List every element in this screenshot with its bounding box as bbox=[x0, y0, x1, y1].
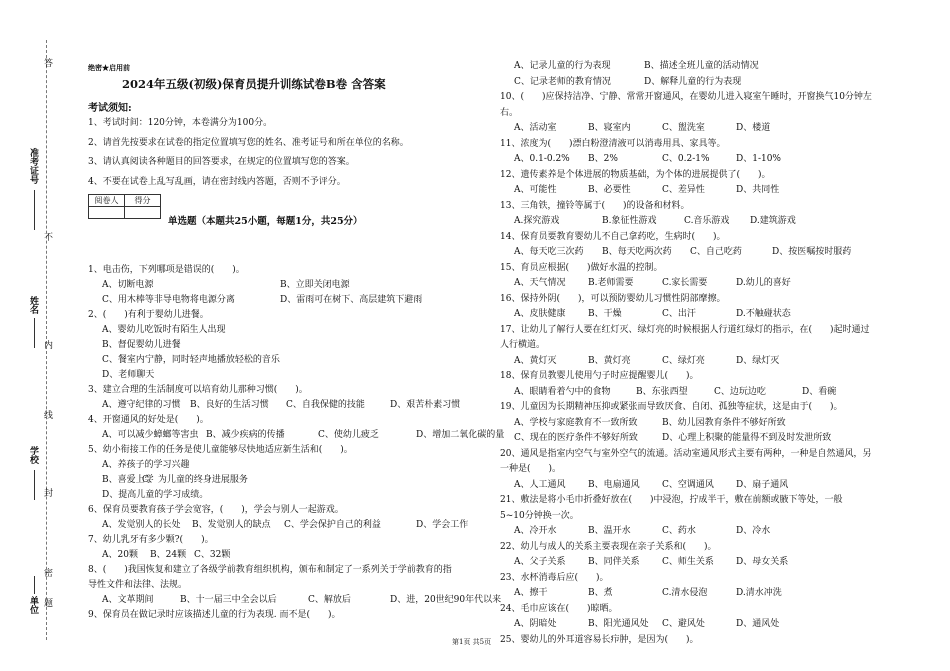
unit-blank[interactable] bbox=[34, 576, 35, 594]
answer-option[interactable]: D、楼道 bbox=[736, 123, 771, 133]
answer-option[interactable]: B、必要性 bbox=[588, 185, 631, 195]
answer-option[interactable]: A、20颗 bbox=[102, 550, 138, 560]
answer-option[interactable]: B、立即关闭电源 bbox=[280, 280, 350, 290]
question-stem: 6、保育员要教育孩子学会宽容，( )，学会与别人一起游戏。 bbox=[88, 505, 344, 515]
answer-option[interactable]: D、看碗 bbox=[802, 386, 837, 397]
answer-option[interactable]: C.音乐游戏 bbox=[684, 216, 730, 226]
question-stem: 23、水杯消毒后应( )。 bbox=[500, 572, 609, 583]
seal-char-xian: 线 bbox=[42, 410, 52, 419]
question-stem: 21、敷法是将小毛巾折叠好放在( )中浸泡，拧成半干，敷在前额或腋下等处，一般 bbox=[500, 495, 843, 505]
answer-option[interactable]: D.清水冲洗 bbox=[736, 588, 782, 598]
answer-option[interactable]: A、可以减少蟑螂等害虫 bbox=[102, 430, 199, 440]
question-stem: 3、建立合理的生活制度可以培育幼儿那种习惯( )。 bbox=[88, 385, 308, 395]
answer-option[interactable]: C、自我保健的技能 bbox=[286, 400, 365, 410]
question-stem: 19、儿童因为长期精神压抑或紧张而导致厌食、自闭、孤独等症状，这是由于( )。 bbox=[500, 402, 843, 412]
secret-mark: 绝密★启用前 bbox=[88, 63, 130, 72]
question-stem: 14、保育员要教育婴幼儿不自己拿药吃，生病时( )。 bbox=[500, 231, 726, 242]
answer-option[interactable]: C、师生关系 bbox=[662, 557, 714, 567]
answer-option[interactable]: D、共同性 bbox=[736, 185, 780, 195]
answer-option[interactable]: B.象征性游戏 bbox=[602, 216, 657, 226]
answer-option[interactable]: B、温开水 bbox=[588, 526, 631, 536]
answer-option[interactable]: B、煮 bbox=[588, 588, 613, 598]
answer-option[interactable]: A、切断电源 bbox=[102, 280, 154, 290]
answer-option[interactable]: B、阳光通风处 bbox=[588, 619, 649, 629]
notice-item: 2、请首先按要求在试卷的指定位置填写您的姓名、准考证号和所在单位的名称。 bbox=[88, 138, 409, 148]
answer-option[interactable]: D、1-10% bbox=[736, 154, 781, 164]
answer-option[interactable]: B、督促婴幼儿进餐 bbox=[102, 340, 181, 350]
page-footer: 第1页 共5页 bbox=[452, 638, 492, 646]
answer-option[interactable]: D.建筑游戏 bbox=[750, 216, 796, 226]
answer-option[interactable]: B、黄灯亮 bbox=[588, 355, 631, 366]
answer-option[interactable]: D、艰苦朴素习惯 bbox=[390, 400, 461, 410]
answer-option[interactable]: C、边玩边吃 bbox=[714, 386, 766, 397]
answer-option[interactable]: D、冷水 bbox=[736, 526, 771, 536]
answer-option[interactable]: C、差异性 bbox=[662, 185, 705, 195]
answer-option[interactable]: A、眼睛看着勺中的食物 bbox=[514, 386, 611, 397]
answer-option[interactable]: C、出汗 bbox=[662, 309, 696, 319]
question-stem: 2、( )有利于婴幼儿进餐。 bbox=[88, 310, 209, 320]
school-blank[interactable] bbox=[34, 470, 35, 500]
answer-option[interactable]: C.家长需要 bbox=[662, 278, 708, 288]
answer-option[interactable]: D、提高儿童的学习成绩。 bbox=[102, 490, 209, 500]
answer-option[interactable]: A、遵守纪律的习惯 bbox=[102, 400, 181, 410]
question-stem: 一种是( )。 bbox=[500, 464, 562, 474]
answer-option[interactable]: A、学校与家庭教育不一致所致 bbox=[514, 417, 638, 428]
answer-option[interactable]: A、养孩子的学习兴趣 bbox=[102, 460, 190, 470]
seal-char-da: 答 bbox=[42, 58, 52, 67]
answer-option[interactable]: B.老师需要 bbox=[588, 278, 634, 288]
score-header: 得分 bbox=[125, 195, 161, 207]
answer-option[interactable]: C、记录老师的教育情况 bbox=[514, 76, 611, 87]
question-stem: 18、保育员教婴儿使用勺子时应提醒婴儿( )。 bbox=[500, 371, 699, 381]
question-stem: 1、电击伤，下列哪项是错误的( )。 bbox=[88, 265, 245, 275]
answer-option[interactable]: C.清水侵泡 bbox=[662, 588, 708, 598]
answer-option[interactable]: A、婴幼儿吃饭时有陌生人出现 bbox=[102, 325, 226, 335]
name-label: 姓名 bbox=[28, 296, 38, 314]
answer-option[interactable]: B、同伴关系 bbox=[588, 557, 640, 567]
seal-char-feng: 封 bbox=[42, 488, 52, 497]
answer-option[interactable]: B、电扇通风 bbox=[588, 479, 640, 490]
answer-option[interactable]: D、通风处 bbox=[736, 619, 780, 629]
answer-option[interactable]: B、干燥 bbox=[588, 309, 622, 319]
answer-option[interactable]: C、绿灯亮 bbox=[662, 355, 705, 366]
answer-option[interactable]: A、父子关系 bbox=[514, 557, 566, 567]
answer-option[interactable]: B、幼儿园教育条件不够好所致 bbox=[662, 417, 786, 428]
seal-char-ti: 题 bbox=[42, 598, 52, 607]
answer-option[interactable]: C、空调通风 bbox=[662, 479, 714, 490]
answer-option[interactable]: D、心理上积聚的能量得不到及时发泄所致 bbox=[662, 433, 832, 443]
school-label: 学校 bbox=[28, 446, 38, 464]
answer-option[interactable]: C、现在的医疗条件不够好所致 bbox=[514, 433, 638, 443]
answer-option[interactable]: B、良好的生活习惯 bbox=[190, 400, 269, 410]
exam-number-label: 准考证号 bbox=[28, 148, 38, 184]
answer-option[interactable]: A、皮肤健康 bbox=[514, 309, 566, 319]
answer-option[interactable]: B、2% bbox=[588, 154, 618, 164]
question-stem: 13、三角铁，撞铃等属于( )的设备和材料。 bbox=[500, 200, 690, 211]
answer-option[interactable]: A、文革期间 bbox=[102, 595, 154, 605]
answer-option[interactable]: D、进，20世纪90年代以来 bbox=[390, 595, 502, 605]
answer-option[interactable]: C、为儿童的终身进展服务 bbox=[142, 475, 248, 485]
answer-option[interactable]: B、发觉别人的缺点 bbox=[192, 520, 271, 530]
answer-option[interactable]: C、避风处 bbox=[662, 619, 705, 629]
question-stem: 15、育员应根据( )做好水温的控制。 bbox=[500, 262, 663, 273]
name-blank[interactable] bbox=[34, 318, 35, 348]
answer-option[interactable]: A、黄灯灭 bbox=[514, 355, 557, 366]
question-stem: 5~10分钟换一次。 bbox=[500, 510, 579, 521]
notice-item: 4、不要在试卷上乱写乱画，请在密封线内答题，否则不予评分。 bbox=[88, 177, 346, 187]
answer-option[interactable]: B、描述全班儿童的活动情况 bbox=[644, 61, 759, 71]
answer-option[interactable]: D、绿灯灭 bbox=[736, 355, 780, 366]
answer-option[interactable]: D、按医嘱按时服药 bbox=[772, 247, 852, 257]
question-stem: 10、( )应保持洁净、宁静、常常开窗通风，在婴幼儿进入寝室午睡时，开窗换气10分钟左 bbox=[500, 92, 872, 102]
answer-option[interactable]: A.探究游戏 bbox=[514, 216, 560, 226]
answer-option[interactable]: C、32颗 bbox=[194, 550, 231, 560]
answer-option[interactable]: C、餐室内宁静，同时轻声地播放轻松的音乐 bbox=[102, 355, 280, 365]
answer-option[interactable]: A、冷开水 bbox=[514, 526, 557, 536]
score-table bbox=[88, 194, 161, 219]
question-stem: 16、保持外阴( )，可以预防婴幼儿习惯性阴部摩擦。 bbox=[500, 293, 726, 304]
answer-option[interactable]: A、天气情况 bbox=[514, 278, 566, 288]
question-stem: 20、通风是指室内空气与室外空气的流通。活动室通风形式主要有两种，一种是自然通风，另 bbox=[500, 448, 872, 459]
notice-item: 1、考试时间：120分钟，本卷满分为100分。 bbox=[88, 118, 273, 128]
answer-option[interactable]: B、十一届三中全会以后 bbox=[180, 595, 277, 605]
question-stem: 9、保育员在做记录时应该描述儿童的行为表现. 而不是( )。 bbox=[88, 610, 341, 620]
grader-header: 阅卷人 bbox=[89, 195, 125, 207]
answer-option[interactable]: C、盥洗室 bbox=[662, 123, 705, 133]
answer-option[interactable]: D、增加二氧化碳的量 bbox=[416, 430, 505, 440]
answer-option[interactable]: B、喜爱上学 bbox=[102, 475, 154, 485]
answer-option[interactable]: B、寝室内 bbox=[588, 123, 631, 133]
exam-number-blank[interactable] bbox=[34, 190, 35, 230]
answer-option[interactable]: A、记录儿童的行为表现 bbox=[514, 61, 611, 71]
question-stem: 11、浓度为( )漂白粉澄清液可以消毒用具、家具等。 bbox=[500, 138, 726, 149]
answer-option[interactable]: A、发觉别人的长处 bbox=[102, 520, 181, 530]
notice-title: 考试须知: bbox=[88, 103, 132, 114]
answer-option[interactable]: A、活动室 bbox=[514, 123, 557, 133]
answer-option[interactable]: C、解放后 bbox=[308, 595, 351, 605]
section-heading: 单选题（本题共25小题，每题1分，共25分） bbox=[168, 216, 363, 227]
question-stem: 导性文件和法律、法规。 bbox=[88, 580, 188, 590]
question-stem: 5、幼小衔接工作的任务是使儿童能够尽快地适应新生活和( )。 bbox=[88, 445, 353, 455]
answer-option[interactable]: D、母女关系 bbox=[736, 557, 789, 567]
seal-char-bu: 不 bbox=[42, 232, 52, 241]
answer-option[interactable]: D.幼儿的喜好 bbox=[736, 278, 791, 288]
answer-option[interactable]: A、阴暗处 bbox=[514, 619, 557, 629]
question-stem: 25、婴幼儿的外耳道容易长疖肿，是因为( )。 bbox=[500, 634, 699, 645]
answer-option[interactable]: D、解释儿童的行为表现 bbox=[644, 76, 742, 87]
answer-option[interactable]: D、扇子通风 bbox=[736, 479, 789, 490]
answer-option[interactable]: A、擦干 bbox=[514, 588, 548, 598]
answer-option[interactable]: A、可能性 bbox=[514, 185, 557, 195]
answer-option[interactable]: D、雷雨可在树下、高层建筑下避雨 bbox=[280, 295, 423, 305]
notice-item: 3、请认真阅读各种题目的回答要求，在规定的位置填写您的答案。 bbox=[88, 157, 355, 167]
answer-option[interactable]: A、人工通风 bbox=[514, 479, 566, 490]
question-stem: 22、幼儿与成人的关系主要表现在亲子关系和( )。 bbox=[500, 541, 717, 552]
answer-option[interactable]: A、0.1-0.2% bbox=[514, 154, 570, 164]
answer-option[interactable]: C、学会保护自己的利益 bbox=[284, 520, 381, 530]
answer-option[interactable]: B、减少疾病的传播 bbox=[206, 430, 285, 440]
answer-option[interactable]: C、使幼儿疲乏 bbox=[318, 430, 379, 440]
answer-option[interactable]: B、每天吃两次药 bbox=[602, 247, 672, 257]
answer-option[interactable]: C、药水 bbox=[662, 526, 696, 536]
answer-option[interactable]: A、每天吃三次药 bbox=[514, 247, 584, 257]
answer-option[interactable]: D、老师聊天 bbox=[102, 370, 155, 380]
question-stem: 右。 bbox=[500, 107, 519, 118]
question-stem: 4、开窗通风的好处是( )。 bbox=[88, 415, 209, 425]
question-stem: 7、幼儿乳牙有多少颗?( )。 bbox=[88, 535, 214, 545]
answer-option[interactable]: C、自己吃药 bbox=[690, 247, 742, 257]
answer-option[interactable]: D.不触碰状态 bbox=[736, 309, 791, 319]
question-stem: 人行横道。 bbox=[500, 340, 546, 350]
answer-option[interactable]: C、0.2-1% bbox=[662, 154, 710, 164]
seal-char-nei: 内 bbox=[42, 340, 52, 349]
score-cell[interactable] bbox=[125, 207, 161, 219]
answer-option[interactable]: C、用木棒等非导电物将电源分离 bbox=[102, 295, 235, 305]
answer-option[interactable]: D、学会工作 bbox=[416, 520, 469, 530]
question-stem: 8、( )我国恢复和建立了各级学前教育组织机构，颁布和制定了一系列关于学前教育的指 bbox=[88, 565, 452, 575]
unit-label: 单位 bbox=[28, 596, 38, 614]
seal-char-mi: 密 bbox=[42, 568, 52, 577]
question-stem: 24、毛巾应该在( )晾晒。 bbox=[500, 603, 618, 614]
answer-option[interactable]: B、东张西望 bbox=[636, 386, 688, 397]
answer-option[interactable]: B、24颗 bbox=[150, 550, 187, 560]
grader-cell[interactable] bbox=[89, 207, 125, 219]
page-title: 2024年五级(初级)保育员提升训练试卷B卷 含答案 bbox=[122, 77, 386, 91]
question-stem: 12、遗传素养是个体进展的物质基础，为个体的进展提供了( )。 bbox=[500, 169, 771, 180]
question-stem: 17、让幼儿了解行人要在红灯灭、绿灯亮的时候根据人行道红绿灯的指示，在( )起时通过 bbox=[500, 324, 870, 335]
